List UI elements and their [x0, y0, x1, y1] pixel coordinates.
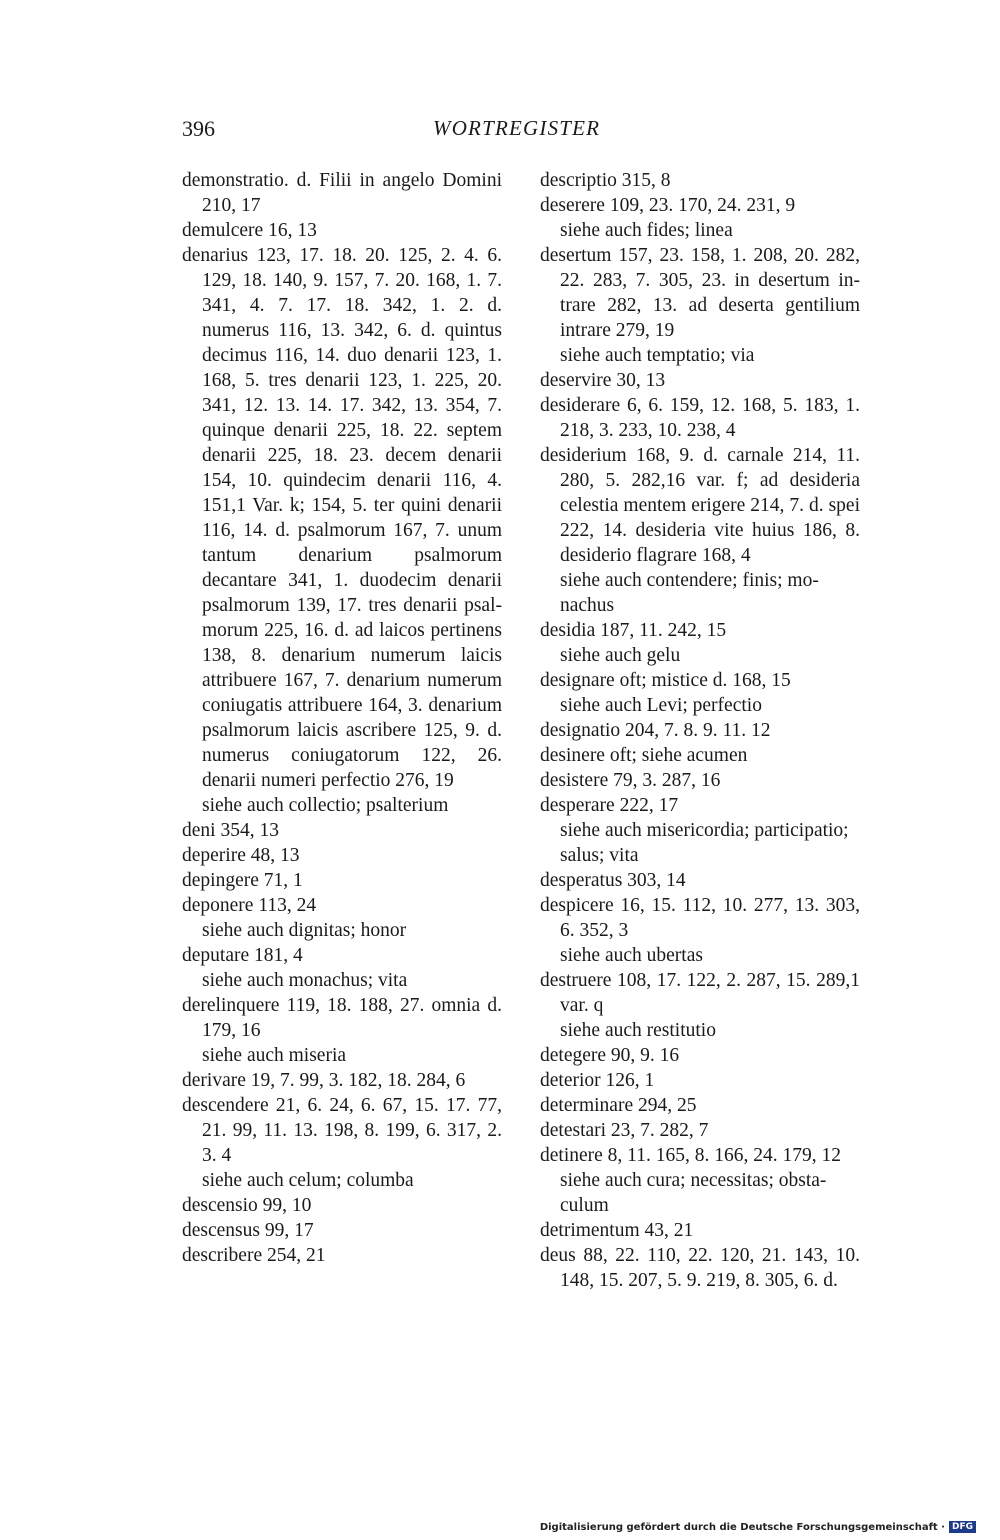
- cross-reference: siehe auch temptatio; via: [560, 345, 755, 366]
- index-entry: designatio 204, 7. 8. 9. 11. 12: [540, 720, 771, 741]
- digitization-footer: [540, 1521, 976, 1533]
- cross-reference: siehe auch monachus; vita: [202, 970, 408, 991]
- cross-reference: siehe auch cura; necessitas; obstaculum: [560, 1170, 827, 1216]
- digitization-note: Digitalisierung gefördert durch die Deutsche Forschungsgemeinschaft ·: [539, 1521, 945, 1533]
- index-entry: deterior 126, 1: [540, 1070, 655, 1091]
- cross-reference: siehe auch Levi; perfectio: [560, 695, 762, 716]
- index-entry: demulcere 16, 13: [182, 220, 317, 241]
- index-entry: deponere 113, 24: [182, 895, 317, 916]
- index-entry: denarius 123, 17. 18. 20. 125, 2. 4. 6. 129, 18. 140, 9. 157, 7. 20. 168, 1. 7. 341, 4. 7. 17. 18. 342, 1. 2. d. numerus 116, 13. 342, 6. d. quintus decimus 116, 14. duo denarii 123, 1. 168, 5. tres denarii 123, 1. 225, 20. 341, 12. 13. 14. 17. 342, 13. 354, 7. quinque denarii 225, 18. 22. septem denarii 225, 18. 23. decem denarii 154, 10. quindecim denarii 116, 4. 151,1 Var. k; 154, 5. ter quini denarii 116, 14. d. psalmorum 167, 7. unum tantum denarium psalmorum decantare 341, 1. duodecim denarii psalmorum 139, 17. tres denarii psalmorum 225, 16. d. ad laicos pertinens 138, 8. denarium numerum laicis attribuere 167, 7. denarium numerum coniugatis attribuere 164, 3. denarium psalmorum laicis ascribere 125, 9. d. numerus coniugatorum 122, 26. denarii numeri perfectio 276, 19: [182, 245, 502, 791]
- cross-reference: siehe auch miseria: [202, 1045, 347, 1066]
- cross-reference: siehe auch ubertas: [560, 945, 703, 966]
- cross-reference: siehe auch celum; columba: [202, 1170, 414, 1191]
- index-entry: derivare 19, 7. 99, 3. 182, 18. 284, 6: [182, 1070, 466, 1091]
- index-entry: describere 254, 21: [182, 1245, 326, 1266]
- index-entry: descriptio 315, 8: [540, 170, 671, 191]
- index-entry: detestari 23, 7. 282, 7: [540, 1120, 709, 1141]
- index-entry: deus 88, 22. 110, 22. 120, 21. 143, 10. 148, 15. 207, 5. 9. 219, 8. 305, 6. d.: [540, 1245, 860, 1291]
- index-entry: desinere oft; siehe acumen: [540, 745, 748, 766]
- page-number: 396: [182, 116, 215, 141]
- index-entry: desperare 222, 17: [540, 795, 679, 816]
- index-entry: despicere 16, 15. 112, 10. 277, 13. 303, 6. 352, 3: [540, 895, 860, 941]
- index-column-left: [182, 168, 502, 1268]
- index-entry: desistere 79, 3. 287, 16: [540, 770, 721, 791]
- running-head: WORTREGISTER: [433, 116, 601, 140]
- cross-reference: siehe auch collectio; psalterium: [202, 795, 449, 816]
- cross-reference: siehe auch dignitas; honor: [202, 920, 407, 941]
- index-entry: demonstratio. d. Filii in angelo Domini 210, 17: [182, 170, 502, 216]
- cross-reference: siehe auch gelu: [560, 645, 681, 666]
- index-entry: descendere 21, 6. 24, 6. 67, 15. 17. 77, 21. 99, 11. 13. 198, 8. 199, 6. 317, 2. 3. 4: [182, 1095, 502, 1166]
- index-entry: detrimentum 43, 21: [540, 1220, 694, 1241]
- index-entry: desiderare 6, 6. 159, 12. 168, 5. 183, 1. 218, 3. 233, 10. 238, 4: [540, 395, 860, 441]
- index-entry: desperatus 303, 14: [540, 870, 686, 891]
- index-entry: deservire 30, 13: [540, 370, 666, 391]
- index-entry: deperire 48, 13: [182, 845, 300, 866]
- index-entry: detinere 8, 11. 165, 8. 166, 24. 179, 12: [540, 1145, 841, 1166]
- index-entry: determinare 294, 25: [540, 1095, 697, 1116]
- index-column-right: [540, 168, 860, 1293]
- index-entry: designare oft; mistice d. 168, 15: [540, 670, 791, 691]
- index-entry: deni 354, 13: [182, 820, 279, 841]
- index-entry: depingere 71, 1: [182, 870, 303, 891]
- index-entry: derelinquere 119, 18. 188, 27. omnia d. 179, 16: [182, 995, 502, 1041]
- index-entry: detegere 90, 9. 16: [540, 1045, 680, 1066]
- index-entry: desiderium 168, 9. d. carnale 214, 11. 280, 5. 282,16 var. f; ad desideria celestia mentem erigere 214, 7. d. spei 222, 14. desideria vite huius 186, 8. desiderio flagrare 168, 4: [540, 445, 860, 566]
- index-entry: descensus 99, 17: [182, 1220, 314, 1241]
- index-entry: deputare 181, 4: [182, 945, 303, 966]
- index-entry: desidia 187, 11. 242, 15: [540, 620, 727, 641]
- cross-reference: siehe auch restitutio: [560, 1020, 716, 1041]
- cross-reference: siehe auch contendere; finis; monachus: [560, 570, 819, 616]
- index-entry: deserere 109, 23. 170, 24. 231, 9: [540, 195, 796, 216]
- index-entry: destruere 108, 17. 122, 2. 287, 15. 289,1 var. q: [540, 970, 860, 1016]
- cross-reference: siehe auch misericordia; participatio; salus; vita: [560, 820, 849, 866]
- index-entry: desertum 157, 23. 158, 1. 208, 20. 282, 22. 283, 7. 305, 23. in desertum intrare 282, 13. ad deserta gentilium intrare 279, 19: [540, 245, 860, 341]
- index-entry: descensio 99, 10: [182, 1195, 312, 1216]
- cross-reference: siehe auch fides; linea: [560, 220, 733, 241]
- dfg-logo: DFG: [949, 1521, 976, 1533]
